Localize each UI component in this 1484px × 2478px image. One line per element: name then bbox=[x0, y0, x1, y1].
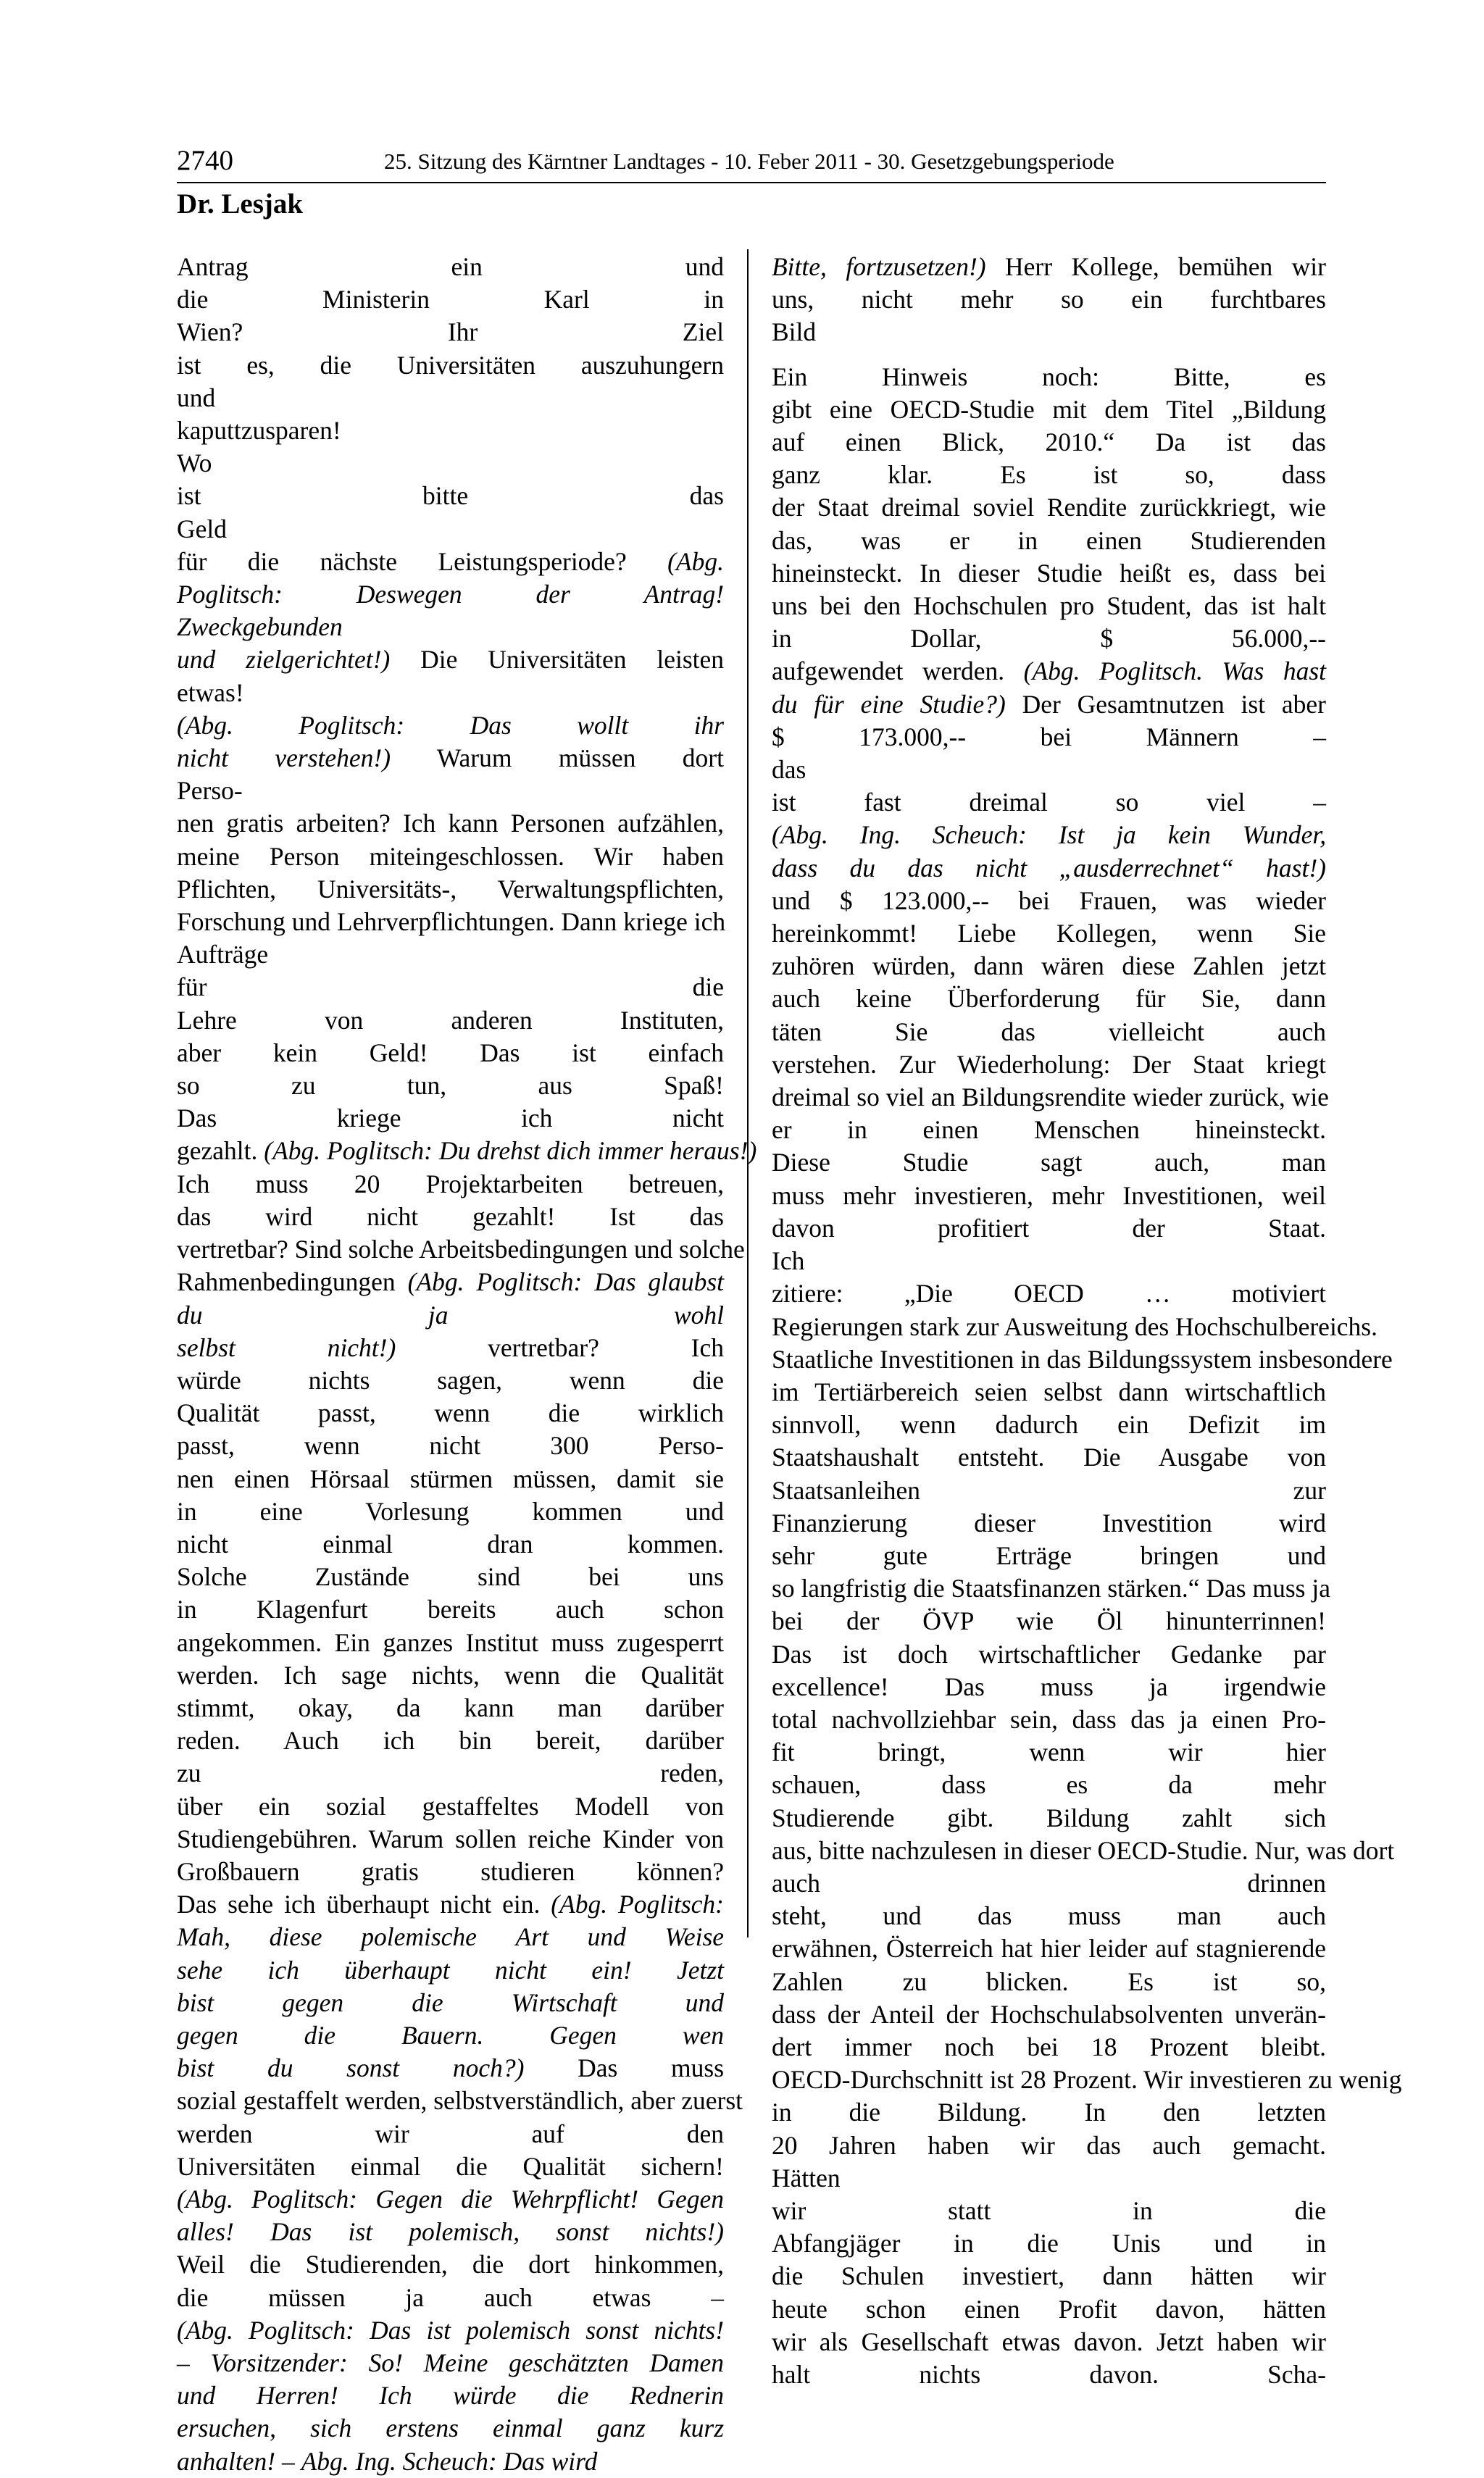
left-column-text: Antrag ein und die Ministerin Karl in Wien? Ihr Ziel ist es, die Universitäten auszuhungern und kaputtzusparen! Wo ist bitte das Geld für die nächste Leistungsperiode? (Abg. Poglitsch: Deswegen der Antrag! Zweckgebunden und zielgerichtet!) Die Universitäten leisten etwas! (Abg. Poglitsch: Das wollt ihr nicht verstehen!) Warum müssen dort Perso- nen gratis arbeiten? Ich kann Personen aufzählen, meine Person miteingeschlossen. Wir haben Pflichten, Universitäts-, Verwaltungspflichten, Forschung und Lehrverpflichtungen. Dann kriege ich Aufträge für die Lehre von anderen Instituten, aber kein Geld! Das ist einfach so zu tun, aus Spaß! Das kriege ich nicht gezahlt. (Abg. Poglitsch: Du drehst dich immer heraus!) Ich muss 20 Projektarbeiten betreuen, das wird nicht gezahlt! Ist das vertretbar? Sind solche Arbeitsbedingungen und solche Rahmenbedingungen (Abg. Poglitsch: Das glaubst du ja wohl selbst nicht!) vertretbar? Ich würde nichts sagen, wenn die Qualität passt, wenn die wirklich passt, wenn nicht 300 Perso- nen einen Hörsaal stürmen müssen, damit sie in eine Vorlesung kommen und nicht einmal dran kommen. Solche Zustände sind bei uns in Klagenfurt bereits auch schon angekommen. Ein ganzes Institut muss zugesperrt werden. Ich sage nichts, wenn die Qualität stimmt, okay, da kann man darüber reden. Auch ich bin bereit, darüber zu reden, über ein sozial gestaffeltes Modell von Studiengebühren. Warum sollen reiche Kinder von Großbauern gratis studieren können? Das sehe ich überhaupt nicht ein. (Abg. Poglitsch: Mah, diese polemische Art und Weise sehe ich überhaupt nicht ein! Jetzt bist gegen die Wirtschaft und gegen die Bauern. Gegen wen bist du sonst noch?) Das muss sozial gestaffelt werden, selbstverständlich, aber zuerst werden wir auf den Universitäten einmal die Qualität sichern! (Abg. Poglitsch: Gegen die Wehrpflicht! Gegen alles! Das ist polemisch, sonst nichts!) Weil die Studierenden, die dort hinkommen, die müssen ja auch etwas – (Abg. Poglitsch: Das ist polemisch sonst nichts! – Vorsitzender: So! Meine geschätzten Damen und Herren! Ich würde die Rednerin ersuchen, sich erstens einmal ganz kurz anhalten! – Abg. Ing. Scheuch: Das wird bbox=[177, 252, 757, 2476]
page-number: 2740 bbox=[177, 145, 233, 176]
column-divider bbox=[747, 249, 749, 1937]
session-title: 25. Sitzung des Kärntner Landtages - 10. Feber 2011 - 30. Gesetzgebungsperiode bbox=[384, 149, 1114, 174]
right-column bbox=[772, 251, 1402, 2391]
right-column-paragraph-2: Ein Hinweis noch: Bitte, es gibt eine OECD-Studie mit dem Titel „Bildung auf einen Blick, 2010.“ Da ist das ganz klar. Es ist so, dass der Staat dreimal soviel Rendite zurückkriegt, wie das, was er in einen Studierenden hineinsteckt. In dieser Studie heißt es, dass bei uns bei den Hochschulen pro Student, das ist halt in Dollar, $ 56.000,-- aufgewendet werden. (Abg. Poglitsch. Was hast du für eine Studie?) Der Gesamtnutzen ist aber $ 173.000,-- bei Männern – das ist fast dreimal so viel – (Abg. Ing. Scheuch: Ist ja kein Wunder, dass du das nicht „ausderrechnet“ hast!) und $ 123.000,-- bei Frauen, was wieder hereinkommt! Liebe Kollegen, wenn Sie zuhören würden, dann wären diese Zahlen jetzt auch keine Überforderung für Sie, dann täten Sie das vielleicht auch verstehen. Zur Wiederholung: Der Staat kriegt dreimal so viel an Bildungsrendite wieder zurück, wie er in einen Menschen hineinsteckt. Diese Studie sagt auch, man muss mehr investieren, mehr Investitionen, weil davon profitiert der Staat. Ich zitiere: „Die OECD … motiviert Regierungen stark zur Ausweitung des Hochschulbereichs. Staatliche Investitionen in das Bildungssystem insbesondere im Tertiärbereich seien selbst dann wirtschaftlich sinnvoll, wenn dadurch ein Defizit im Staatshaushalt entsteht. Die Ausgabe von Staatsanleihen zur Finanzierung dieser Investition wird sehr gute Erträge bringen und so langfristig die Staatsfinanzen stärken.“ Das muss ja bei der ÖVP wie Öl hinunterrinnen! Das ist doch wirtschaftlicher Gedanke par excellence! Das muss ja irgendwie total nachvollziehbar sein, dass das ja einen Pro- fit bringt, wenn wir hier schauen, dass es da mehr Studierende gibt. Bildung zahlt sich aus, bitte nachzulesen in dieser OECD-Studie. Nur, was dort auch drinnen steht, und das muss man auch erwähnen, Österreich hat hier leider auf stagnierende Zahlen zu blicken. Es ist so, dass der Anteil der Hochschulabsolventen unverän- dert immer noch bei 18 Prozent bleibt. OECD-Durchschnitt ist 28 Prozent. Wir investieren zu wenig in die Bildung. In den letzten 20 Jahren haben wir das auch gemacht. Hätten wir statt in die Abfangjäger in die Unis und in die Schulen investiert, dann hätten wir heute schon einen Profit davon, hätten wir als Gesellschaft etwas davon. Jetzt haben wir halt nichts davon. Scha- bbox=[772, 362, 1402, 2389]
page-header bbox=[177, 142, 1326, 180]
left-column bbox=[177, 251, 757, 2478]
header-rule bbox=[177, 182, 1326, 183]
speaker-name: Dr. Lesjak bbox=[177, 188, 304, 220]
right-column-paragraph-1: Bitte, fortzusetzen!) Herr Kollege, bemühen wir uns, nicht mehr so ein furchtbares Bild bbox=[772, 252, 1326, 347]
